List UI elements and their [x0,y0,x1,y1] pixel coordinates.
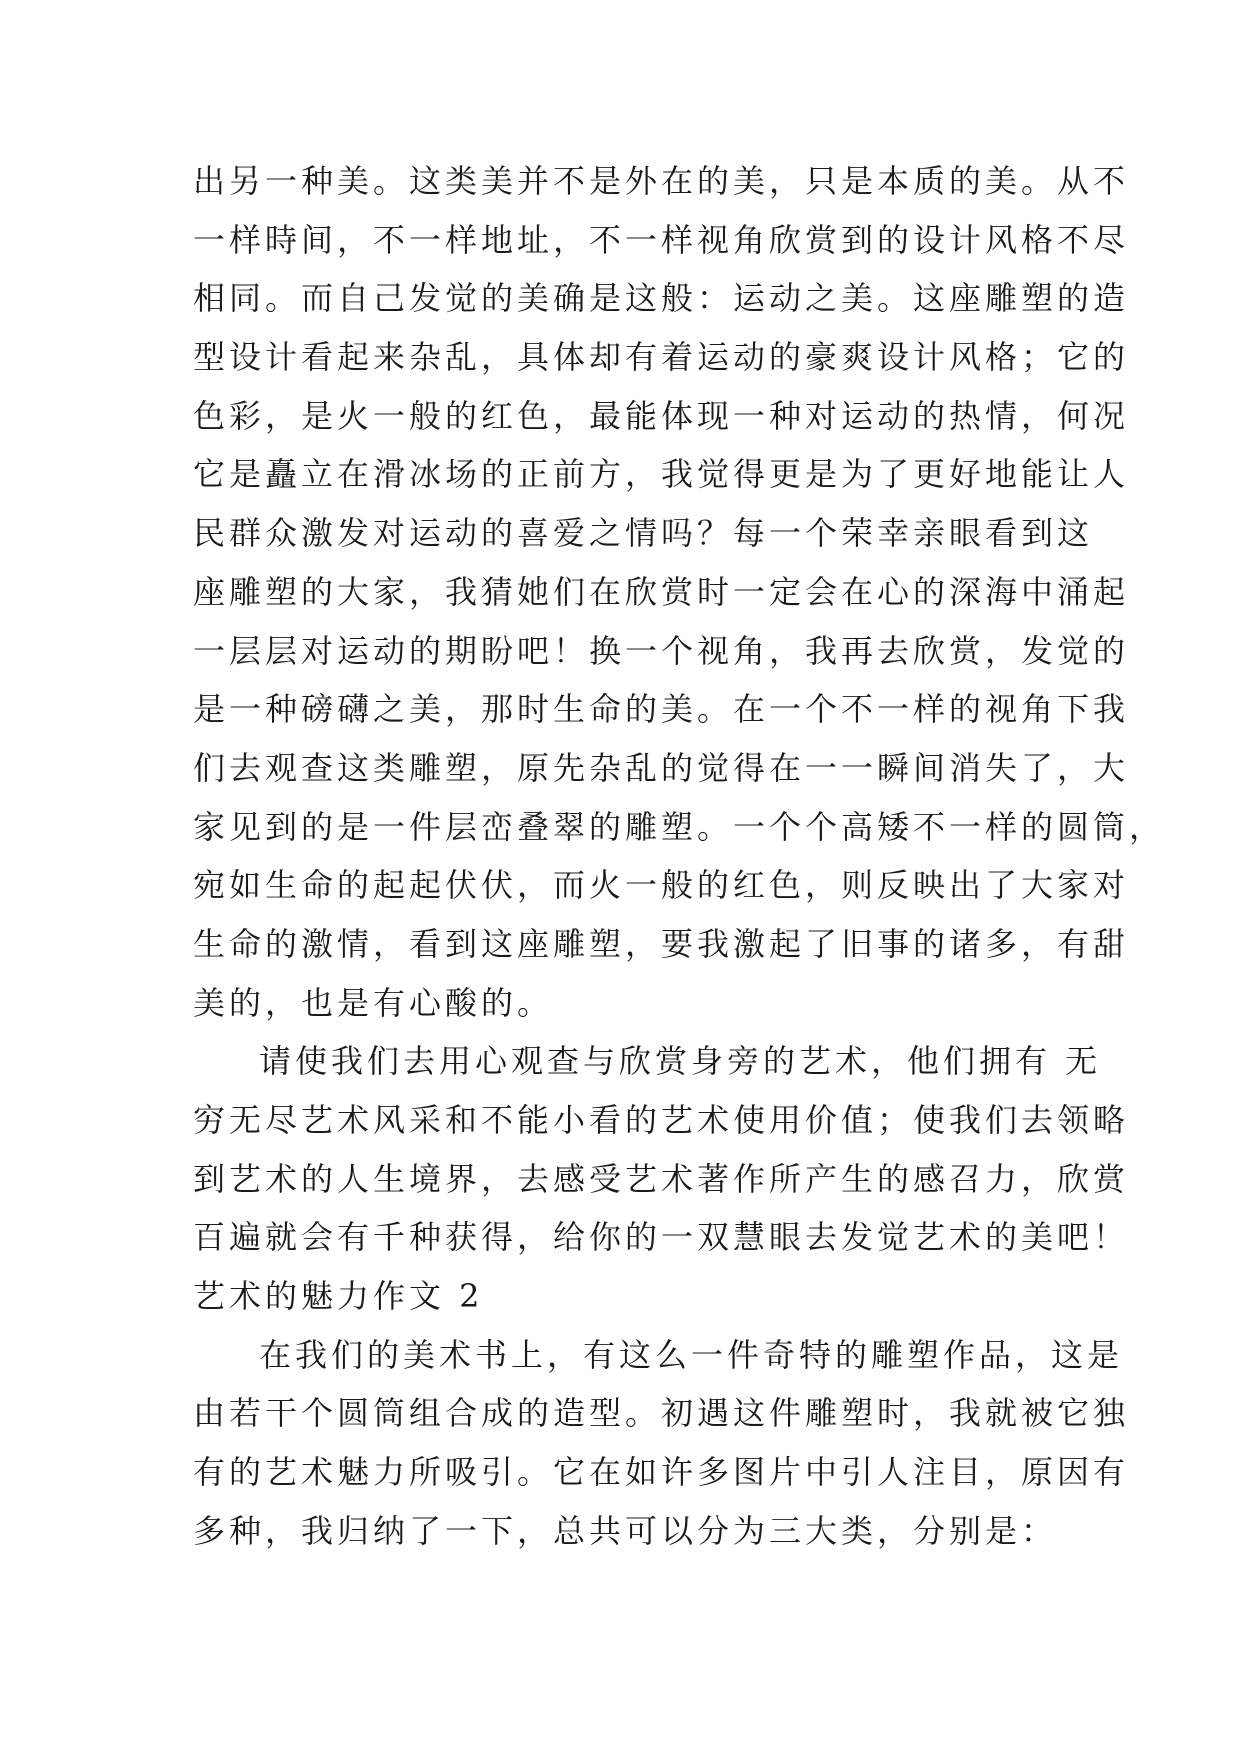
text-line: 到艺术的人生境界，去感受艺术著作所产生的感召力，欣赏 [193,1159,1130,1198]
text-line: 型设计看起来杂乱，具体却有着运动的豪爽设计风格；它的 [193,338,1130,377]
text-line: 座雕塑的大家，我猜她们在欣赏时一定会在心的深海中涌起 [193,572,1130,611]
text-line: 一样時间，不一样地址，不一样视角欣赏到的设计风格不尽 [193,220,1130,259]
text-line: 家见到的是一件层峦叠翠的雕塑。一个个高矮不一样的圆筒， [193,807,1166,846]
text-line: 它是矗立在滑冰场的正前方，我觉得更是为了更好地能让人 [193,455,1130,494]
text-line: 民群众激发对运动的喜爱之情吗？每一个荣幸亲眼看到这 [193,514,1094,553]
text-line: 美的，也是有心酸的。 [193,983,554,1022]
text-line: 相同。而自己发觉的美确是这般：运动之美。这座雕塑的造 [193,279,1130,318]
text-line: 宛如生命的起起伏伏，而火一般的红色，则反映出了大家对 [193,866,1130,905]
text-line: 色彩，是火一般的红色，最能体现一种对运动的热情，何况 [193,396,1130,435]
text-line: 是一种磅礴之美，那时生命的美。在一个不一样的视角下我 [193,690,1130,729]
text-line: 穷无尽艺术风采和不能小看的艺术使用价值；使我们去领略 [193,1101,1130,1139]
text-line: 出另一种美。这类美并不是外在的美，只是本质的美。从不 [193,162,1130,200]
text-line: 们去观查这类雕塑，原先杂乱的觉得在一一瞬间消失了，大 [193,748,1130,787]
paragraph-first-line: 在我们的美术书上，有这么一件奇特的雕塑作品，这是 [259,1335,1124,1374]
text-line: 由若干个圆筒组合成的造型。初遇这件雕塑时，我就被它独 [193,1394,1130,1433]
paragraph-first-line: 请使我们去用心观查与欣赏身旁的艺术，他们拥有 无 [259,1042,1102,1081]
document-body [193,152,1166,1561]
text-line: 百遍就会有千种获得，给你的一双慧眼去发觉艺术的美吧！ [193,1218,1130,1257]
text-line: 生命的激情，看到这座雕塑，要我激起了旧事的诸多，有甜 [193,924,1130,963]
section-heading: 艺术的魅力作文 2 [193,1277,484,1316]
text-line: 多种，我归纳了一下，总共可以分为三大类，分别是： [193,1511,1058,1550]
text-line: 有的艺术魅力所吸引。它在如许多图片中引人注目，原因有 [193,1453,1130,1492]
text-line: 一层层对运动的期盼吧！换一个视角，我再去欣赏，发觉的 [193,631,1130,670]
